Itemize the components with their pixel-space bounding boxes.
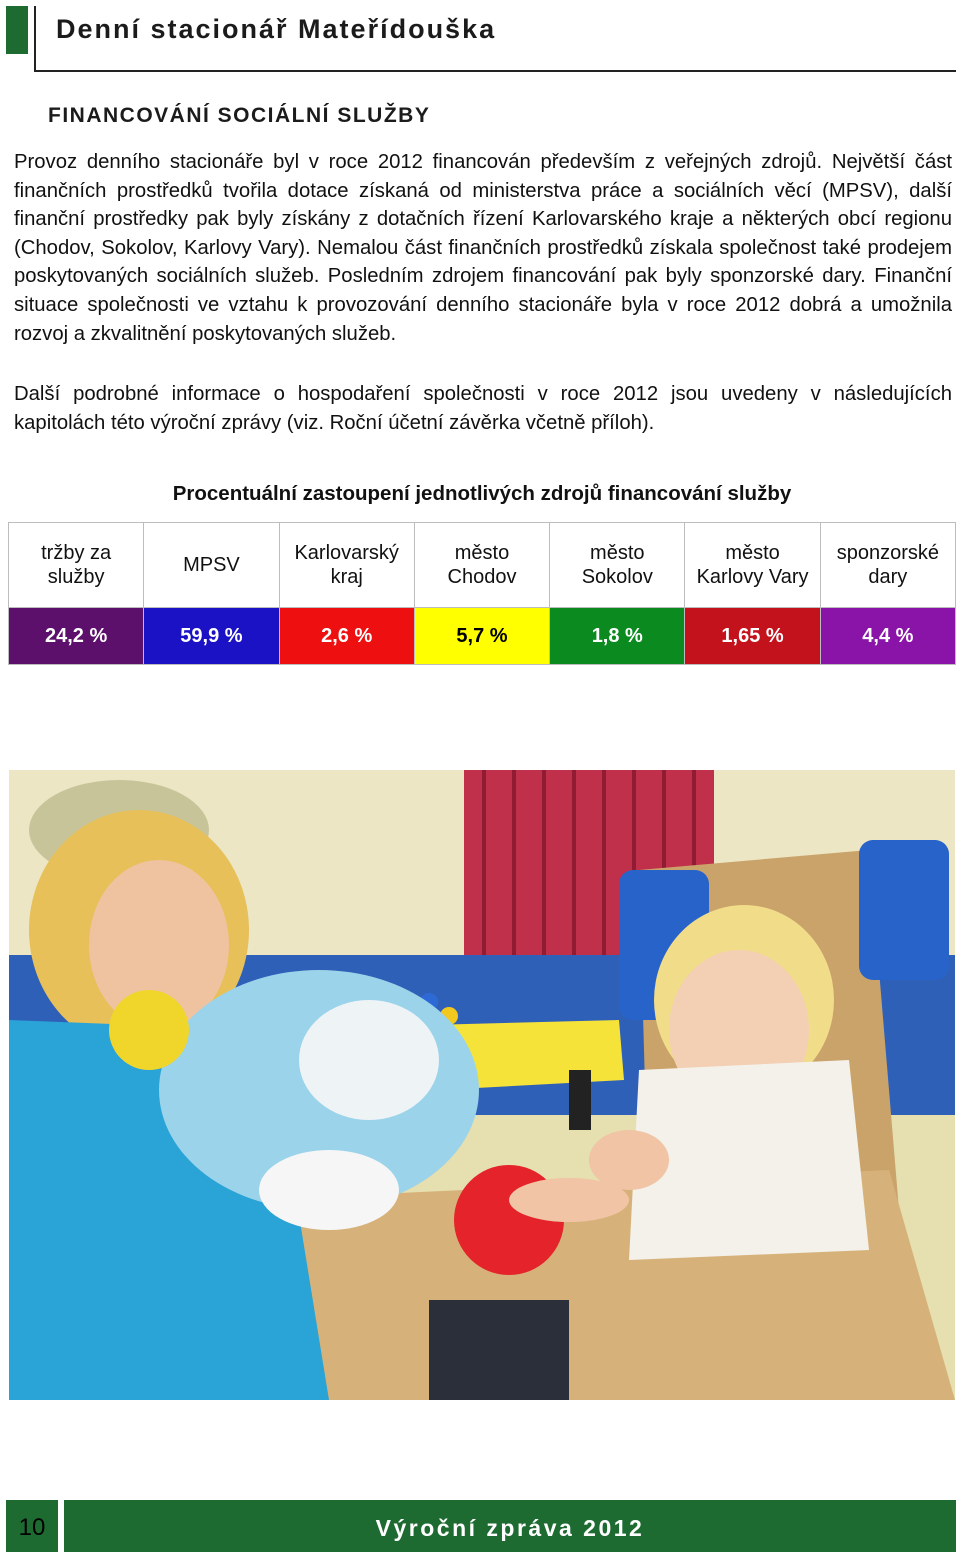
value-karlovy-vary: 1,65 % — [685, 608, 820, 665]
photo-therapy-session — [9, 770, 955, 1400]
value-sokolov: 1,8 % — [550, 608, 685, 665]
header-accent-block — [6, 6, 28, 54]
col-label-sponsors: sponzorské dary — [820, 523, 955, 608]
col-label-sokolov: město Sokolov — [550, 523, 685, 608]
col-label-sales: tržby za služby — [9, 523, 144, 608]
col-label-chodov: město Chodov — [414, 523, 549, 608]
table-title: Procentuální zastoupení jednotlivých zdrojů financování služby — [172, 482, 792, 505]
header-divider-horizontal — [34, 70, 956, 72]
value-mpsv: 59,9 % — [144, 608, 279, 665]
value-sponsors: 4,4 % — [820, 608, 955, 665]
table-values-row — [9, 608, 956, 665]
table-header-row — [9, 523, 956, 608]
funding-sources-table — [8, 522, 956, 665]
footer-title: Výroční zpráva 2012 — [375, 1515, 645, 1541]
col-label-region: Karlovarský kraj — [279, 523, 414, 608]
value-region: 2,6 % — [279, 608, 414, 665]
value-sales: 24,2 % — [9, 608, 144, 665]
page-title: Denní stacionář Mateřídouška — [56, 14, 497, 44]
page-number: 10 — [18, 1514, 46, 1541]
paragraph-financing: Provoz denního stacionáře byl v roce 2012 financován především z veřejných zdrojů. Největší část finančních prostředků tvořila dotace získaná od ministerstva práce a sociálních věcí (MPSV), další finanční prostředky pak byly získány z dotačních řízení Karlovarského kraje a některých obcí regionu (Chodov, Sokolov, Karlovy Vary). Nemalou část finančních prostředků získala společnost také prodejem poskytovaných sociálních služeb. Posledním zdrojem financování pak byly sponzorské dary. Finanční situace společnosti ve vztahu k provozování denního stacionáře byla v roce 2012 dobrá a umožnila rozvoj a zkvalitnění poskytovaných služeb. — [14, 151, 952, 345]
value-chodov: 5,7 % — [414, 608, 549, 665]
section-title: FINANCOVÁNÍ SOCIÁLNÍ SLUŽBY — [48, 104, 431, 127]
header-divider-vertical — [34, 6, 36, 72]
col-label-mpsv: MPSV — [144, 523, 279, 608]
col-label-karlovy-vary: město Karlovy Vary — [685, 523, 820, 608]
paragraph-more-info: Další podrobné informace o hospodaření společnosti v roce 2012 jsou uvedeny v následujících kapitolách této výroční zprávy (viz. Roční účetní závěrka včetně příloh). — [14, 383, 952, 434]
